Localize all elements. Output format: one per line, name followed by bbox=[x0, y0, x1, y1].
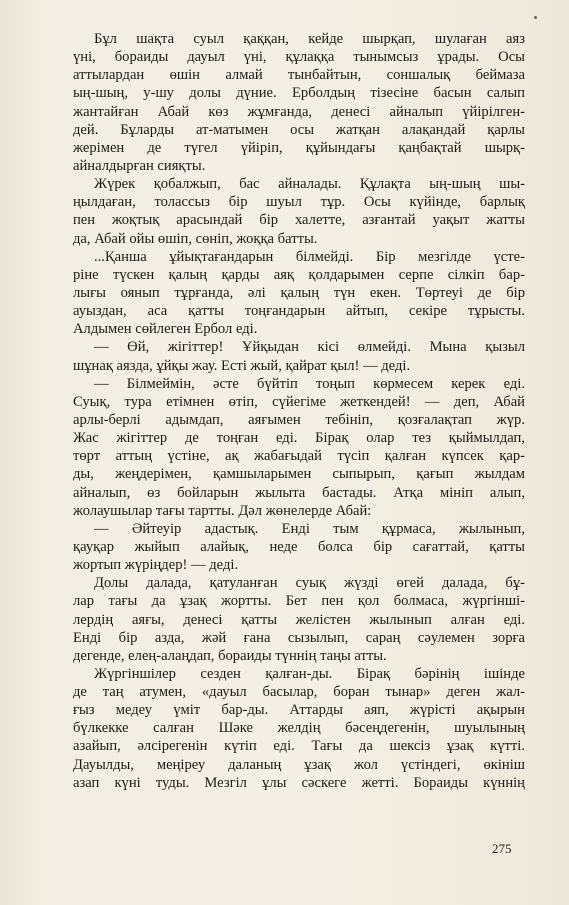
text-line: шұнақ аязда, ұйқы жау. Есті жый, қайрат қыл! — деді. bbox=[73, 357, 411, 374]
text-line: ың-шың, у-шу долы дүние. Ерболдың тізесіне басын салып bbox=[73, 85, 525, 102]
text-line: аттылардан өшін алмай тынбайтын, соншалық беймаза bbox=[73, 67, 525, 84]
page-number: 275 bbox=[492, 841, 512, 856]
text-line: лердің аяғы, денесі қатты желістен жылынып алған еді. bbox=[73, 611, 525, 628]
text-line: Жүрек қобалжып, бас айналады. Құлақта ың-шың шы- bbox=[94, 176, 525, 193]
text-line: де таң атумен, «дауыл басылар, боран тынар» деген жал- bbox=[73, 684, 525, 701]
text-line: ...Қанша ұйықтағандарын білмейді. Бір мезгілде үсте- bbox=[94, 248, 525, 265]
text-line: — Білмеймін, әсте бүйтіп тоңып көрмесем керек еді. bbox=[94, 375, 525, 392]
text-line: Долы далада, қатуланған суық жүзді өгей далада, бұ- bbox=[94, 575, 525, 592]
text-line: жантайған Абай көз жұмғанда, денесі айналып үйірілген- bbox=[73, 103, 525, 120]
text-line: Жас жігіттер де тоңған еді. Бірақ олар тез қыймылдап, bbox=[73, 430, 525, 447]
text-line: жолаушылар тағы тартты. Дәл жөнелерде Абай: bbox=[73, 502, 372, 519]
text-line: — Өй, жігіттер! Ұйқыдан кісі өлмейді. Мына қызыл bbox=[94, 339, 525, 356]
text-line: ғыз медеу үміт бар-ды. Аттарды аяп, жүрісті ақырын bbox=[73, 702, 525, 719]
text-line: Енді бір азда, жәй ғана сызылып, сараң сәулемен зорға bbox=[73, 629, 525, 646]
text-line: ңылдаған, толассыз бір шуыл тұр. Осы күйінде, барлық bbox=[73, 194, 525, 211]
text-line: бүлкекке салған Шәке желдің бәсеңдегенін, шуылының bbox=[73, 720, 525, 737]
paper-speck bbox=[534, 16, 537, 19]
text-line: айналып, өз бойларын жылыта бастады. Атқа мініп алып, bbox=[73, 484, 525, 501]
text-line: лығы оянып тұрғанда, әлі қалың түн екен. Төртеуі де бір bbox=[73, 284, 525, 301]
text-line: ріне түскен қалың қарды аяқ қолдарымен серпе сілкіп бар- bbox=[73, 266, 525, 283]
text-line: ды, жеңдерімен, қамшыларымен сыпырып, қағып жылдам bbox=[73, 466, 525, 483]
body-text bbox=[73, 30, 525, 792]
text-line: — Әйтеуір адастық. Енді тым құрмаса, жылынып, bbox=[94, 520, 525, 537]
text-line: Бұл шақта суыл қаққан, кейде шырқап, шулаған аяз bbox=[94, 31, 525, 47]
text-line: жортып жүріңдер! — деді. bbox=[73, 557, 239, 574]
text-line: қауқар жыйып алайық, неде болса бір сағаттай, қатты bbox=[73, 538, 525, 555]
text-line: төрт аттың үстіне, ақ жабағыдай түсіп қалған күпсек қар- bbox=[73, 448, 525, 465]
text-line: Алдымен сөйлеген Ербол еді. bbox=[73, 321, 258, 338]
text-line: азап күні туды. Мезгіл ұлы сәскеге жетті. Бораиды күннің bbox=[73, 774, 525, 791]
text-line: да, Абай ойы өшіп, сөніп, жоққа батты. bbox=[73, 230, 318, 247]
text-line: Жүргіншілер сезден қалған-ды. Бірақ бәрінің ішінде bbox=[94, 665, 525, 682]
text-line: лар тағы да ұзақ жортты. Бет пен қол болмаса, жүргінші- bbox=[73, 593, 525, 610]
text-line: дей. Бұларды ат-матымен осы жатқан алақандай қарлы bbox=[73, 121, 525, 138]
text-line: айналдырған сияқты. bbox=[73, 157, 206, 174]
text-line: Суық, тура етімнен өтіп, сүйегіме жеткендей! — деп, Абай bbox=[73, 393, 525, 410]
text-line: ауыздан, аса қатты тоңғандарын айтып, секіре тұрысты. bbox=[73, 303, 525, 320]
text-line: арлы-берлі адымдап, аяғымен тебініп, қозғалақтап жүр. bbox=[73, 411, 525, 428]
text-line: жерімен де түгел үйіріп, құйындағы қаңбақтай шырқ- bbox=[73, 139, 525, 156]
text-line: үні, бораиды дауыл үні, құлаққа тынымсыз ұрады. Осы bbox=[73, 49, 525, 66]
text-line: Дауылды, меңіреу даланың ұзақ жол үстіндегі, өкініш bbox=[73, 756, 525, 773]
text-line: пен жоқтық арасындай бір халетте, азғантай уақыт жатты bbox=[73, 212, 525, 229]
text-line: дегенде, елең-алаңдап, бораиды түннің таңы атты. bbox=[73, 647, 387, 664]
text-line: азайып, әлсірегенін күтіп еді. Тағы да шексіз ұзақ күтті. bbox=[73, 738, 525, 755]
